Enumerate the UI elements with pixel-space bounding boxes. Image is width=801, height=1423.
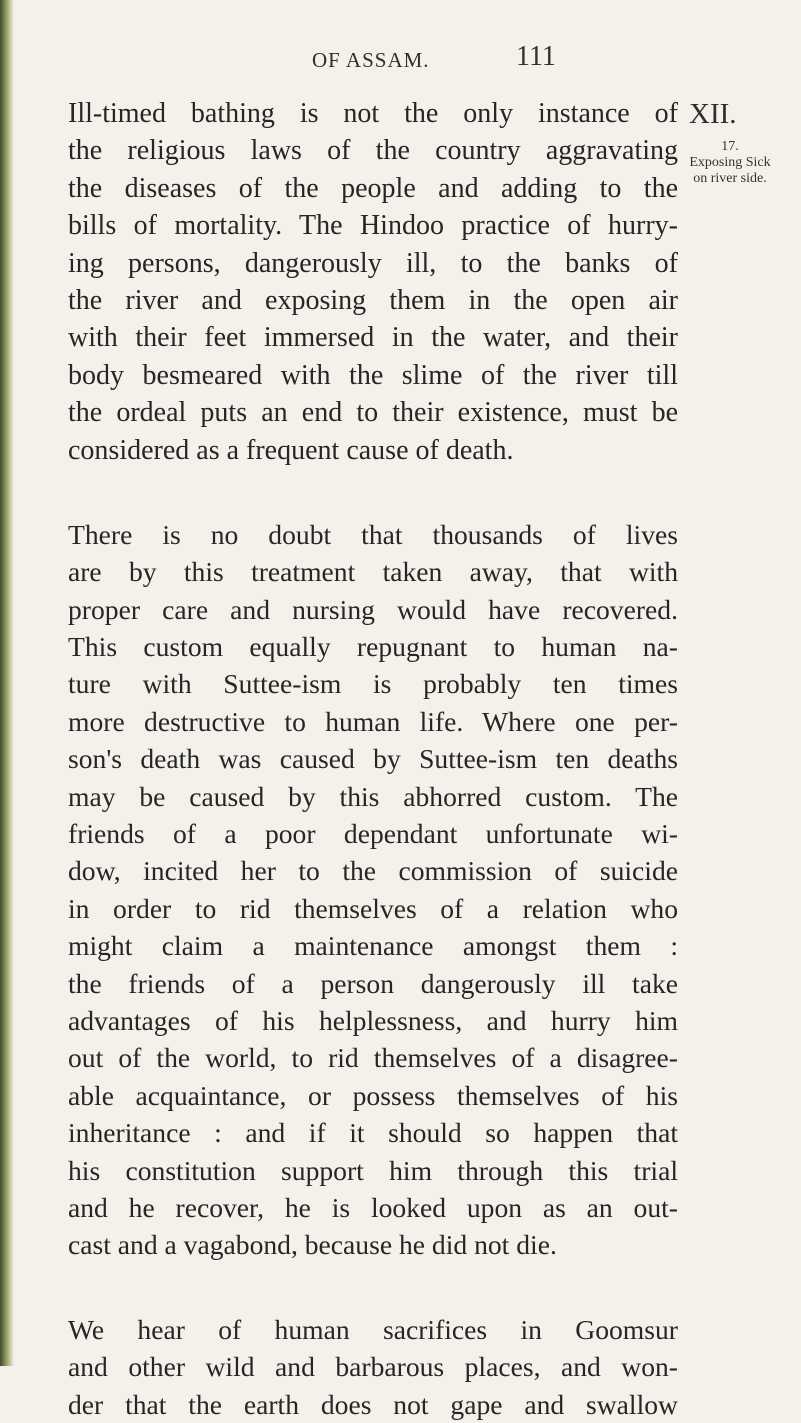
paragraph-3	[68, 1311, 678, 1423]
text-line: and other wild and barbarous places, and won-	[68, 1351, 678, 1383]
text-line: his constitution support him through this trial	[68, 1154, 678, 1186]
text-line: body besmeared with the slime of the river till	[68, 359, 678, 391]
text-line: We hear of human sacrifices in Goomsur	[68, 1313, 678, 1345]
margin-note-line: on river side.	[693, 171, 767, 186]
text-line: the ordeal puts an end to their existence, must be	[68, 397, 678, 429]
page-number: 111	[516, 41, 556, 72]
text-line: more destructive to human life. Where one per-	[68, 705, 678, 737]
text-line: There is no doubt that thousands of lives	[68, 518, 678, 550]
text-line: dow, incited her to the commission of suicide	[68, 855, 678, 887]
text-line: with their feet immersed in the water, and their	[68, 322, 678, 354]
text-line: are by this treatment taken away, that with	[68, 556, 678, 588]
text-line: might claim a maintenance amongst them :	[68, 930, 678, 962]
text-line: advantages of his helplessness, and hurry him	[68, 1004, 678, 1036]
text-line: proper care and nursing would have recovered.	[68, 593, 678, 625]
text-line: in order to rid themselves of a relation who	[68, 892, 678, 924]
text-line: considered as a frequent cause of death.	[68, 434, 514, 466]
text-line: bills of mortality. The Hindoo practice of hurry-	[68, 210, 678, 242]
text-line: This custom equally repugnant to human na-	[68, 631, 678, 663]
text-line: out of the world, to rid themselves of a disagree-	[68, 1042, 678, 1074]
text-line: the religious laws of the country aggravating	[68, 135, 678, 167]
paragraph-1	[68, 95, 678, 469]
text-line: and he recover, he is looked upon as an out-	[68, 1191, 678, 1223]
text-line: Ill-timed bathing is not the only instance of	[68, 98, 678, 129]
text-line: inheritance : and if it should so happen that	[68, 1117, 678, 1149]
text-line: ture with Suttee-ism is probably ten times	[68, 668, 678, 700]
section-mark: XII.	[689, 98, 737, 130]
text-line: son's death was caused by Suttee-ism ten deaths	[68, 743, 678, 775]
text-line: the friends of a person dangerously ill take	[68, 967, 678, 999]
text-line: der that the earth does not gape and swallow	[68, 1388, 678, 1420]
body-text	[68, 95, 678, 1423]
paragraph-2	[68, 516, 678, 1264]
margin-note-number: 17.	[721, 139, 739, 154]
text-line: cast and a vagabond, because he did not die.	[68, 1229, 557, 1261]
binding-edge	[0, 0, 14, 1366]
text-line: friends of a poor dependant unfortunate wi-	[68, 818, 678, 850]
text-line: the diseases of the people and adding to the	[68, 172, 678, 204]
margin-note-line: Exposing Sick	[689, 155, 771, 170]
text-line: ing persons, dangerously ill, to the banks of	[68, 247, 678, 279]
text-line: the river and exposing them in the open air	[68, 284, 678, 316]
margin-note	[663, 139, 797, 187]
text-line: able acquaintance, or possess themselves of his	[68, 1079, 678, 1111]
running-title: OF ASSAM.	[312, 48, 430, 72]
text-line: may be caused by this abhorred custom. The	[68, 780, 678, 812]
